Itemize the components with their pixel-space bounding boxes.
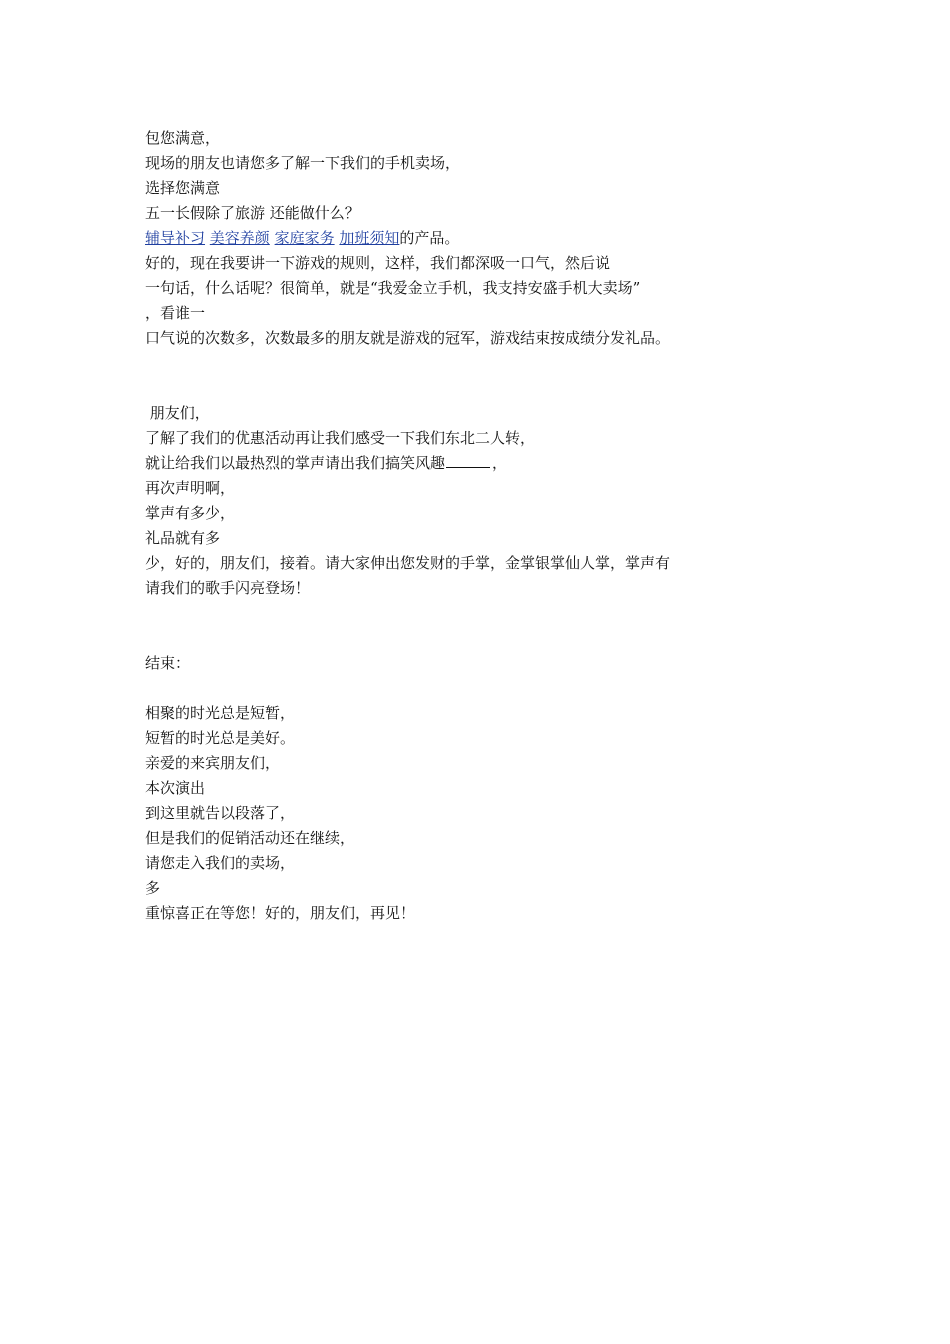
middle-line-6: 礼品就有多 xyxy=(145,529,221,547)
link-beauty[interactable]: 美容养颜 xyxy=(209,229,270,247)
intro-line-8: ，看谁一 xyxy=(145,304,206,322)
intro-line-3: 选择您满意 xyxy=(145,179,221,197)
middle-line-1-text: 朋友们， xyxy=(149,404,210,422)
fill-in-blank xyxy=(446,453,490,468)
ending-line: 短暂的时光总是美好。 xyxy=(145,729,296,747)
ending-line: 请您走入我们的卖场， xyxy=(145,854,296,872)
intro-line-4: 五一长假除了旅游 还能做什么？ xyxy=(145,204,360,222)
links-suffix: 的产品。 xyxy=(399,229,460,247)
ending-line: 但是我们的促销活动还在继续， xyxy=(145,829,356,847)
ending-line: 本次演出 xyxy=(145,779,206,797)
intro-line-6: 好的，现在我要讲一下游戏的规则，这样，我们都深吸一口气，然后说 xyxy=(145,254,611,272)
middle-line-3 xyxy=(145,451,805,476)
spacer xyxy=(145,626,805,651)
ending-line: 相聚的时光总是短暂， xyxy=(145,704,296,722)
intro-line-2: 现场的朋友也请您多了解一下我们的手机卖场， xyxy=(145,154,461,172)
middle-line-2: 了解了我们的优惠活动再让我们感受一下我们东北二人转， xyxy=(145,429,536,447)
intro-links-line xyxy=(145,226,805,251)
middle-line-5: 掌声有多少， xyxy=(145,504,236,522)
ending-line: 亲爱的来宾朋友们， xyxy=(145,754,281,772)
middle-line-3-after: ， xyxy=(492,454,508,472)
ending-line: 到这里就告以段落了， xyxy=(145,804,296,822)
middle-line-1 xyxy=(145,401,805,426)
ending-line: 重惊喜正在等您！好的，朋友们，再见！ xyxy=(145,904,416,922)
link-tutoring[interactable]: 辅导补习 xyxy=(145,229,206,247)
spacer xyxy=(145,376,805,401)
ending-heading: 结束： xyxy=(145,654,191,672)
spacer xyxy=(145,676,805,701)
link-housework[interactable]: 家庭家务 xyxy=(274,229,335,247)
intro-line-7: 一句话，什么话呢？很简单，就是“我爱金立手机，我支持安盛手机大卖场” xyxy=(145,279,641,297)
ending-line: 多 xyxy=(145,879,161,897)
middle-line-8: 请我们的歌手闪亮登场！ xyxy=(145,579,311,597)
intro-line-1: 包您满意， xyxy=(145,129,221,147)
spacer xyxy=(145,351,805,376)
middle-line-7: 少，好的，朋友们，接着。请大家伸出您发财的手掌，金掌银掌仙人掌，掌声有 xyxy=(145,554,671,572)
spacer xyxy=(145,601,805,626)
document-body xyxy=(145,126,805,926)
middle-line-4: 再次声明啊， xyxy=(145,479,236,497)
link-overtime[interactable]: 加班须知 xyxy=(339,229,400,247)
middle-line-3-before: 就让给我们以最热烈的掌声请出我们搞笑风趣 xyxy=(145,454,446,472)
intro-line-9: 口气说的次数多，次数最多的朋友就是游戏的冠军，游戏结束按成绩分发礼品。 xyxy=(145,329,671,347)
